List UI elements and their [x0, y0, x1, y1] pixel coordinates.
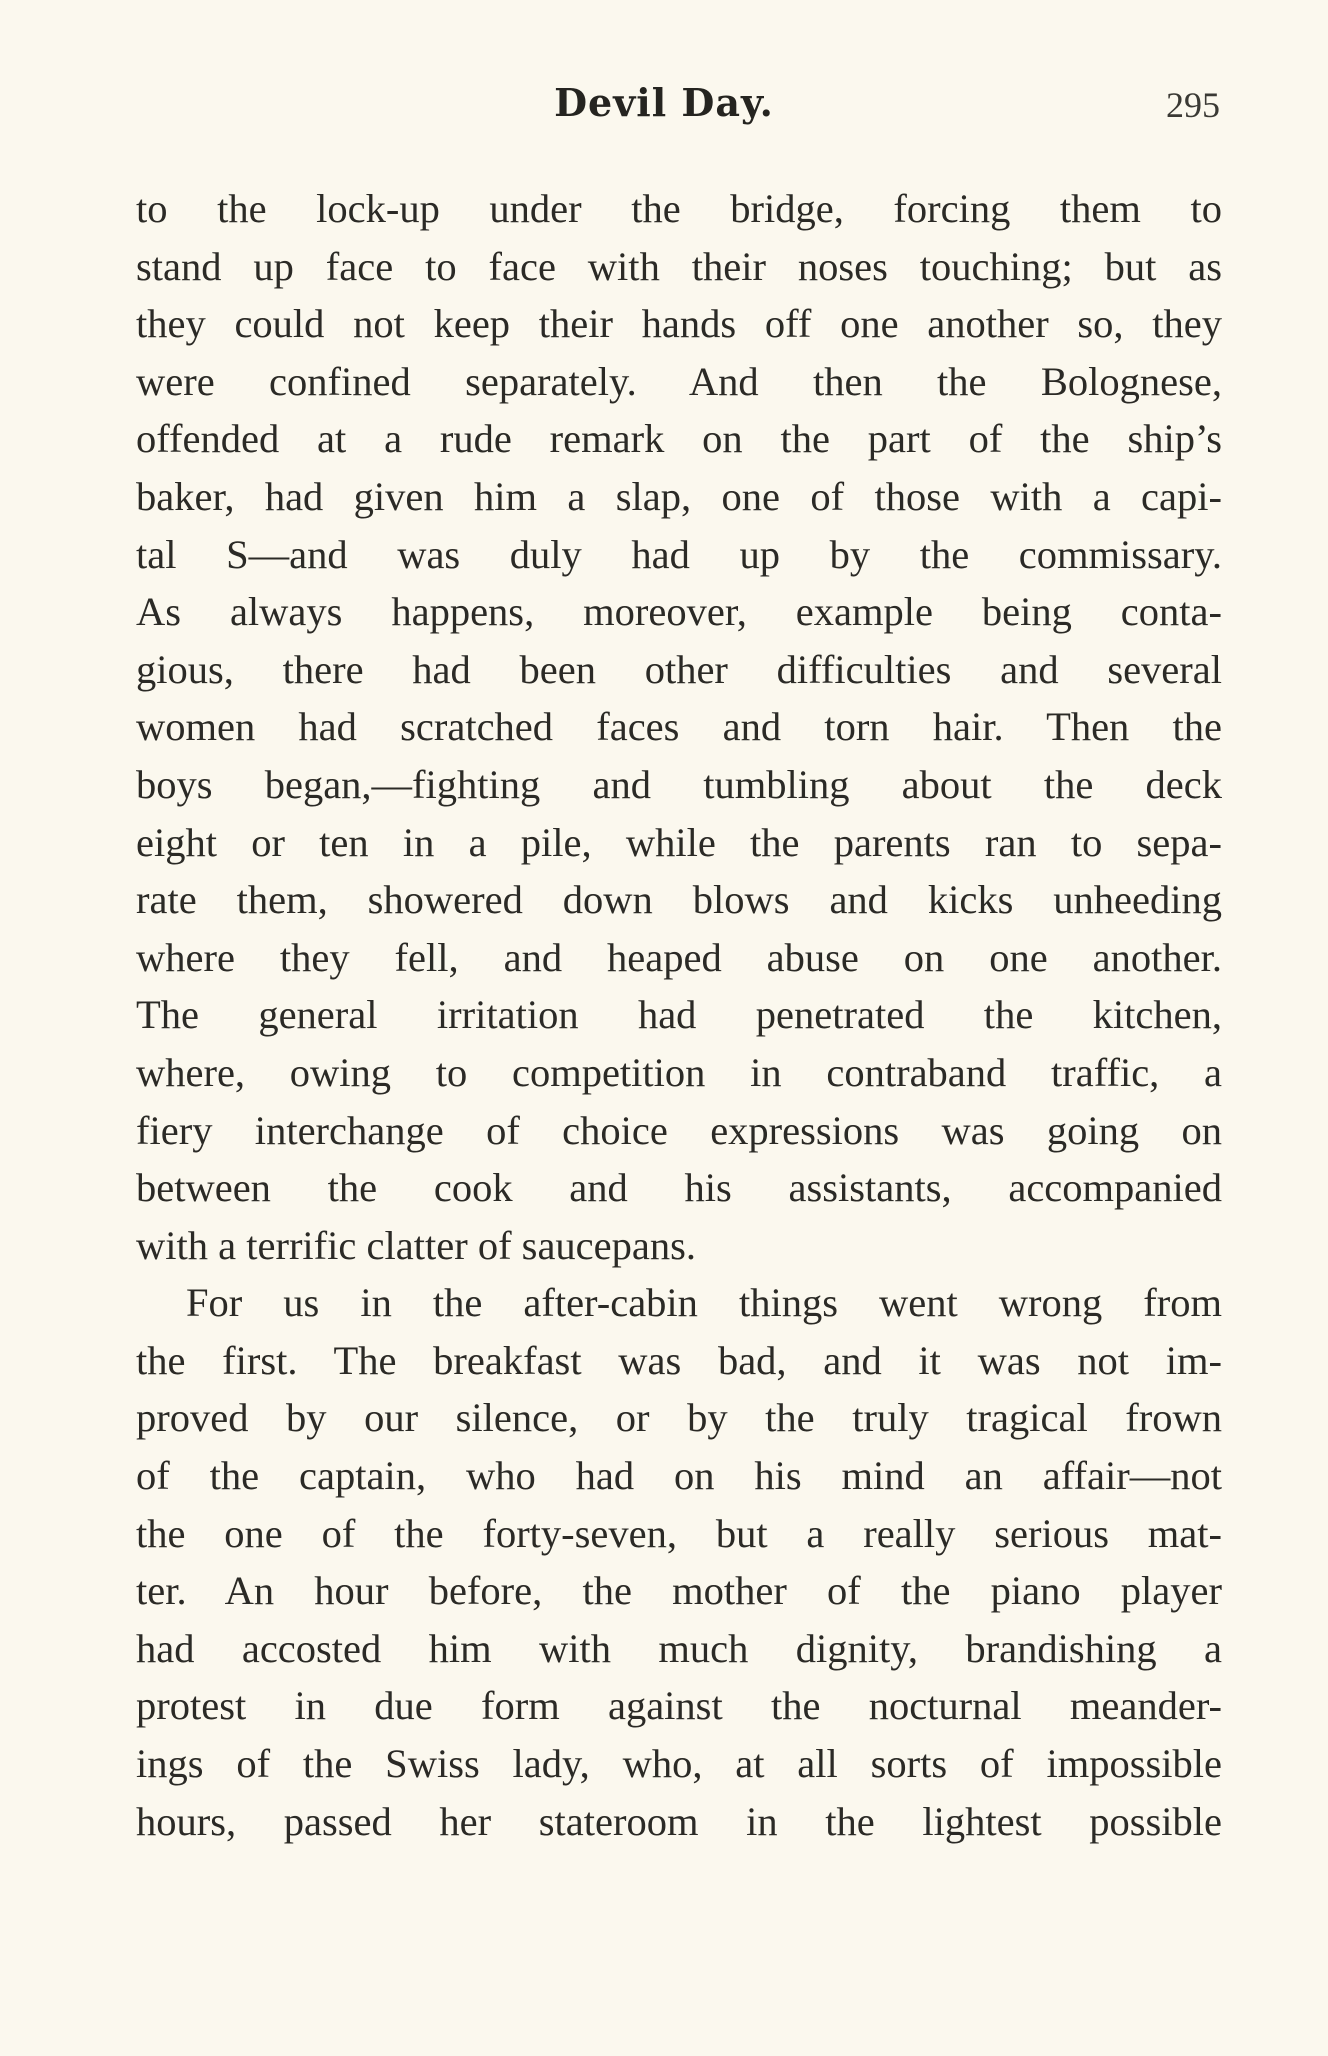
text-line: fiery interchange of choice expressions was going on	[136, 1107, 1222, 1153]
text-line: the first. The breakfast was bad, and it was not im-	[136, 1337, 1222, 1383]
text-line: As always happens, moreover, example being conta-	[136, 589, 1222, 635]
text-line: of the captain, who had on his mind an affair—not	[136, 1453, 1222, 1499]
text-line: they could not keep their hands off one another so, they	[136, 301, 1222, 347]
text-line: were confined separately. And then the Bolognese,	[136, 358, 1222, 404]
running-head	[0, 80, 1328, 140]
text-line: the one of the forty-seven, but a really serious mat-	[136, 1510, 1222, 1556]
text-line: protest in due form against the nocturnal meander-	[136, 1683, 1222, 1729]
text-line: with a terrific clatter of saucepans.	[136, 1222, 696, 1268]
text-line: boys began,—fighting and tumbling about the deck	[136, 761, 1222, 807]
text-line: between the cook and his assistants, accompanied	[136, 1165, 1222, 1211]
text-line: tal S—and was duly had up by the commissary.	[136, 531, 1222, 577]
text-line: stand up face to face with their noses touching; but as	[136, 243, 1222, 289]
text-line: rate them, showered down blows and kicks unheeding	[136, 877, 1222, 923]
page-number: 295	[1166, 85, 1220, 125]
text-line: where, owing to competition in contraband traffic, a	[136, 1049, 1222, 1095]
text-line: had accosted him with much dignity, brandishing a	[136, 1625, 1222, 1671]
text-line: eight or ten in a pile, while the parents ran to sepa-	[136, 819, 1222, 865]
text-line: ter. An hour before, the mother of the piano player	[136, 1568, 1222, 1614]
text-line: ings of the Swiss lady, who, at all sorts of impossible	[136, 1741, 1222, 1787]
text-line: baker, had given him a slap, one of those with a capi-	[136, 473, 1222, 519]
text-line: gious, there had been other difficulties and several	[136, 646, 1222, 692]
paragraph-first-line: For us in the after-cabin things went wrong from	[186, 1280, 1222, 1326]
text-line: women had scratched faces and torn hair. Then the	[136, 704, 1222, 750]
text-line: offended at a rude remark on the part of the ship’s	[136, 416, 1222, 462]
text-line: The general irritation had penetrated the kitchen,	[136, 992, 1222, 1038]
text-line: where they fell, and heaped abuse on one another.	[136, 934, 1222, 980]
running-title: Devil Day.	[554, 80, 774, 125]
text-line: hours, passed her stateroom in the lightest possible	[136, 1798, 1222, 1844]
body-text	[136, 180, 1222, 1850]
text-line: to the lock-up under the bridge, forcing them to	[136, 186, 1222, 231]
text-line: proved by our silence, or by the truly tragical frown	[136, 1395, 1222, 1441]
